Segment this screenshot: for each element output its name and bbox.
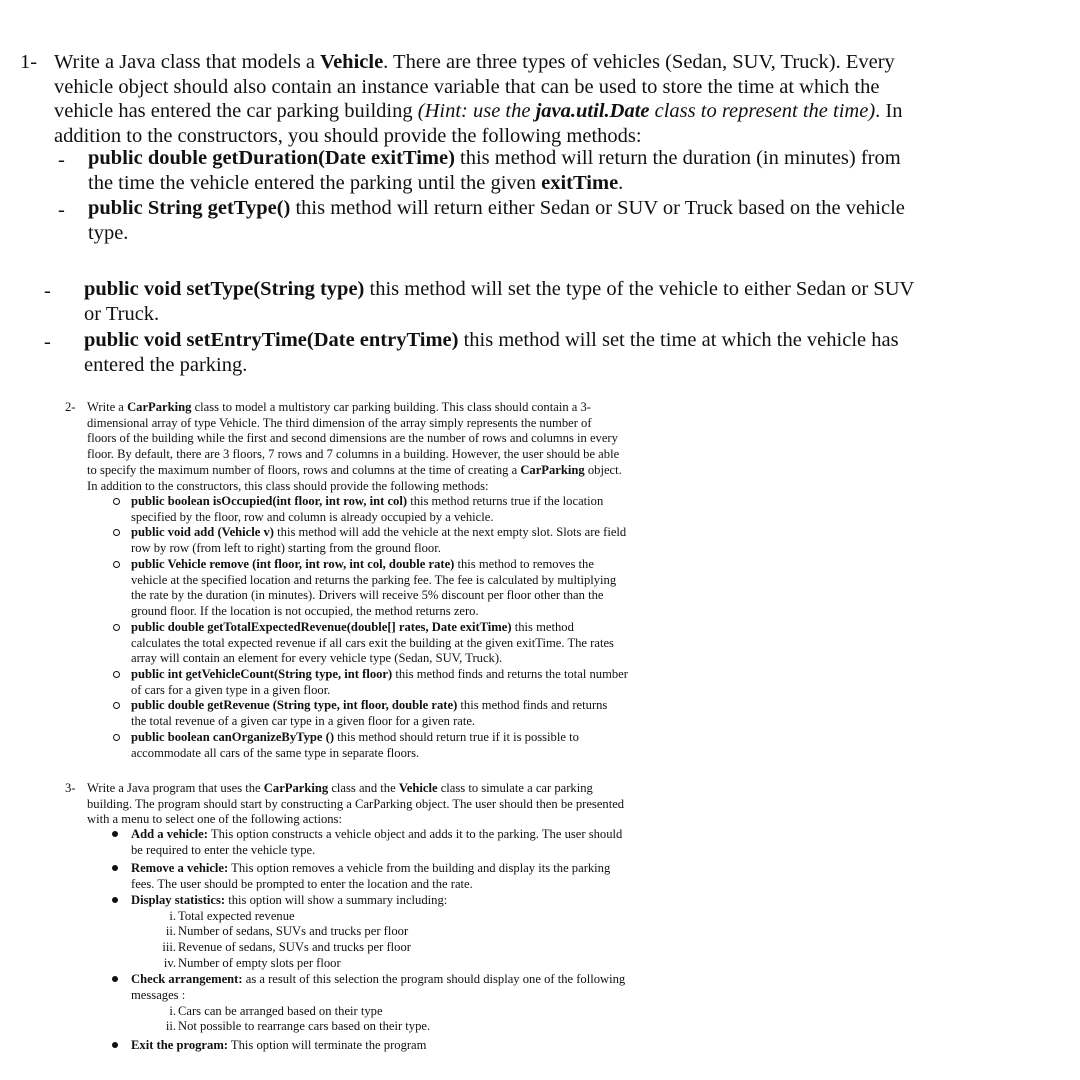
stat-item: Revenue of sedans, SUVs and trucks per floor (178, 940, 411, 954)
stat-item: Number of empty slots per floor (178, 956, 341, 970)
roman-numeral: ii. (165, 924, 176, 938)
q2-number: 2- (65, 400, 76, 414)
q2-method-remove: public Vehicle remove (int floor, int row, int col, double rate) this method to removes the vehicle at the specified location and returns the parking fee. The fee is calculated by multiplying the rate by the duration (in minutes). Drivers will receive 5% discount per floor other than the ground floor. If the location is not occupied, the method returns zero. (131, 557, 617, 619)
q1-method-setEntryTime: public void setEntryTime(Date entryTime) this method will set the time at which the vehicle has entered the parking. (84, 329, 899, 376)
circle-bullet-icon (113, 529, 120, 536)
stat-item: Number of sedans, SUVs and trucks per floor (178, 924, 409, 938)
q2-method-isOccupied: public boolean isOccupied(int floor, int row, int col) this method returns true if the location specified by the floor, row and column is already occupied by a vehicle. (131, 494, 604, 524)
bullet-dot-icon (112, 976, 118, 982)
circle-bullet-icon (113, 561, 120, 568)
bullet-dot-icon (112, 897, 118, 903)
q1-method-getType: public String getType() this method will return either Sedan or SUV or Truck based on the vehicle type. (88, 197, 905, 244)
q1-method-setType: public void setType(String type) this method will set the type of the vehicle to either Sedan or SUV or Truck. (84, 278, 915, 325)
bullet-dot-icon (112, 831, 118, 837)
q3-number: 3- (65, 781, 76, 795)
bullet-dash: - (44, 331, 51, 353)
q1-number: 1- (20, 51, 38, 73)
message-item: Cars can be arranged based on their type (178, 1004, 383, 1018)
bullet-dash: - (44, 280, 51, 302)
q3-option-add-vehicle: Add a vehicle: This option constructs a vehicle object and adds it to the parking. The user should be required to enter the vehicle type. (131, 827, 623, 857)
q3-option-display-statistics: Display statistics: this option will show a summary including: (131, 893, 448, 907)
q2-method-canOrganizeByType: public boolean canOrganizeByType () this method should return true if it is possible to accommodate all cars of the same type in separate floors. (131, 730, 579, 760)
message-item: Not possible to rearrange cars based on their type. (178, 1019, 431, 1033)
roman-numeral: i. (169, 909, 176, 923)
q3-option-remove-vehicle: Remove a vehicle: This option removes a vehicle from the building and display its the parking fees. The user should be prompted to enter the location and the rate. (131, 861, 611, 891)
roman-numeral: iv. (163, 956, 176, 970)
bullet-dot-icon (112, 1042, 118, 1048)
bullet-dash: - (58, 199, 65, 221)
circle-bullet-icon (113, 734, 120, 741)
q3-option-check-arrangement: Check arrangement: as a result of this selection the program should display one of the following messages : (131, 972, 626, 1002)
circle-bullet-icon (113, 498, 120, 505)
stat-item: Total expected revenue (178, 909, 295, 923)
q2-intro: Write a CarParking class to model a multistory car parking building. This class should contain a 3- dimensional array of type Vehicle. The third dimension of the array simply represents the number of floors of the building while the first and second dimensions are the number of rows and columns in every floor. By default, there are 3 floors, 7 rows and 7 columns in a building. However, the user should be able to specify the maximum number of floors, rows and columns at the time of creating a CarParking object. In addition to the constructors, this class should provide the following methods: (87, 400, 622, 493)
bullet-dot-icon (112, 865, 118, 871)
bullet-dash: - (58, 149, 65, 171)
q1-intro: Write a Java class that models a Vehicle. There are three types of vehicles (Sedan, SUV, Truck). Every vehicle object should also contain an instance variable that can be used to store the time at which the vehicle has entered the car parking building (Hint: use the java.util.Date class to represent the time). In addition to the constructors, you should provide the following methods: (54, 51, 903, 147)
q1-method-getDuration: public double getDuration(Date exitTime) this method will return the duration (in minutes) from the time the vehicle entered the parking until the given exitTime. (88, 147, 901, 194)
q2-method-getVehicleCount: public int getVehicleCount(String type, int floor) this method finds and returns the total number of cars for a given type in a given floor. (131, 667, 628, 697)
q2-method-add: public void add (Vehicle v) this method will add the vehicle at the next empty slot. Slots are field row by row (from left to right) starting from the ground floor. (131, 525, 627, 555)
q2-method-getTotalExpectedRevenue: public double getTotalExpectedRevenue(double[] rates, Date exitTime) this method calculates the total expected revenue if all cars exit the building at the given exitTime. The rates array will contain an element for every vehicle type (Sedan, SUV, Truck). (131, 620, 614, 666)
roman-numeral: i. (169, 1004, 176, 1018)
roman-numeral: ii. (165, 1019, 176, 1033)
circle-bullet-icon (113, 624, 120, 631)
q3-intro: Write a Java program that uses the CarParking class and the Vehicle class to simulate a car parking building. The program should start by constructing a CarParking object. The user should then be presented with a menu to select one of the following actions: (87, 781, 625, 827)
roman-numeral: iii. (162, 940, 176, 954)
circle-bullet-icon (113, 671, 120, 678)
q3-option-exit-program: Exit the program: This option will terminate the program (131, 1038, 427, 1052)
circle-bullet-icon (113, 702, 120, 709)
q2-method-getRevenue: public double getRevenue (String type, int floor, double rate) this method finds and returns the total revenue of a given car type in a given floor for a given rate. (131, 698, 608, 728)
